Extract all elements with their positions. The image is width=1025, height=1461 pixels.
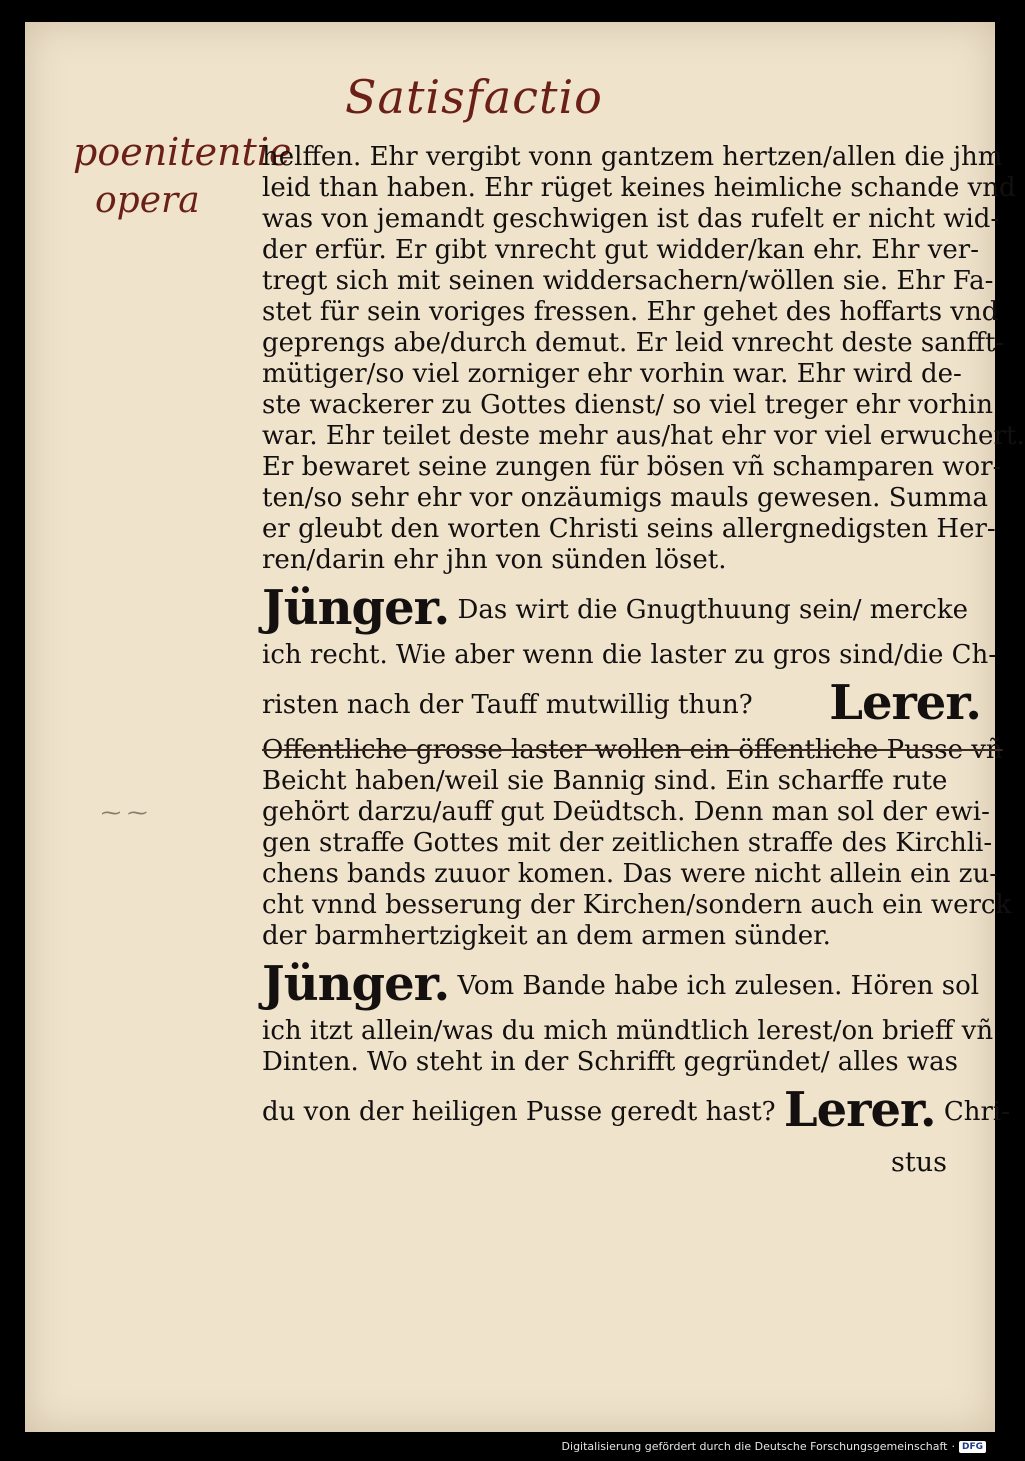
- handwritten-heading: Satisfactio: [345, 70, 603, 124]
- text-line: der erfür. Er gibt vnrecht gut widder/kan ehr. Ehr ver-: [262, 235, 980, 265]
- text-line: ich itzt allein/was du mich mündtlich lerest/on brieff vñ: [262, 1016, 994, 1046]
- footer: [562, 1440, 986, 1453]
- text-line: Beicht haben/weil sie Bannig sind. Ein scharffe rute: [262, 766, 948, 796]
- text-line: ren/darin ehr jhn von sünden löset.: [262, 545, 727, 575]
- margin-pencil-mark: ⁓ ⁓: [101, 800, 148, 824]
- text-line: tregt sich mit seinen widdersachern/wöllen sie. Ehr Fa-: [262, 266, 994, 296]
- catchword: stus: [891, 1147, 947, 1178]
- text-line: gen straffe Gottes mit der zeitlichen straffe des Kirchli-: [262, 828, 993, 858]
- dialog-line: [262, 1078, 1011, 1142]
- speaker-label: Jünger.: [262, 580, 450, 636]
- text-line: cht vnnd besserung der Kirchen/sondern auch ein werck: [262, 890, 1012, 920]
- text-line: helffen. Ehr vergibt vonn gantzem hertzen/allen die jhm: [262, 142, 1003, 172]
- dialog-text: Chri-: [943, 1097, 1011, 1127]
- speaker-label: Lerer.: [829, 675, 981, 731]
- text-line: mütiger/so viel zorniger ehr vorhin war. Ehr wird de-: [262, 359, 962, 389]
- text-line: er gleubt den worten Christi seins allergnedigsten Her-: [262, 514, 996, 544]
- dialog-text: du von der heiligen Pusse geredt hast?: [262, 1097, 776, 1127]
- text-line: stet für sein voriges fressen. Ehr gehet des hoffarts vnd: [262, 297, 999, 327]
- text-line: Dinten. Wo steht in der Schrifft gegründet/ alles was: [262, 1047, 958, 1077]
- speaker-label: Jünger.: [262, 956, 450, 1012]
- text-line: chens bands zuuor komen. Das were nicht allein ein zu-: [262, 859, 998, 889]
- handwritten-margin-note-2: opera: [95, 180, 200, 221]
- dialog-text: Vom Bande habe ich zulesen. Hören sol: [457, 971, 980, 1001]
- text-line: Offentliche grosse laster wollen ein öffentliche Pusse vñ: [262, 735, 1003, 765]
- document-page: [25, 22, 1025, 1432]
- footer-credit: Digitalisierung gefördert durch die Deutsche Forschungsgemeinschaft: [561, 1440, 948, 1453]
- dialog-text: Das wirt die Gnugthuung sein/ mercke: [457, 595, 968, 625]
- text-line: gehört darzu/auff gut Deüdtsch. Denn man sol der ewi-: [262, 797, 990, 827]
- text-line: ten/so sehr ehr vor onzäumigs mauls gewesen. Summa: [262, 483, 989, 513]
- dialog-line: [262, 952, 980, 1016]
- speaker-label: Lerer.: [783, 1082, 936, 1138]
- footer-separator: ·: [951, 1440, 955, 1453]
- text-line: Er bewaret seine zungen für bösen vñ schamparen wor-: [262, 452, 1002, 482]
- dialog-line: [262, 576, 968, 640]
- dialog-line: [262, 671, 981, 735]
- text-line: ste wackerer zu Gottes dienst/ so viel treger ehr vorhin: [262, 390, 993, 420]
- text-line: was von jemandt geschwigen ist das rufelt er nicht wid-: [262, 204, 1000, 234]
- text-line: leid than haben. Ehr rüget keines heimliche schande vnd: [262, 173, 1016, 203]
- text-line: geprengs abe/durch demut. Er leid vnrecht deste sanfft-: [262, 328, 1005, 358]
- handwritten-margin-note-1: poenitentie: [73, 130, 292, 174]
- dialog-text: risten nach der Tauff mutwillig thun?: [262, 690, 753, 720]
- text-line: der barmhertzigkeit an dem armen sünder.: [262, 921, 831, 951]
- body-text: [262, 142, 1025, 1142]
- text-line: war. Ehr teilet deste mehr aus/hat ehr vor viel erwuchert.: [262, 421, 1025, 451]
- dfg-logo-icon: DFG: [959, 1441, 986, 1453]
- text-line: ich recht. Wie aber wenn die laster zu gros sind/die Ch-: [262, 640, 998, 670]
